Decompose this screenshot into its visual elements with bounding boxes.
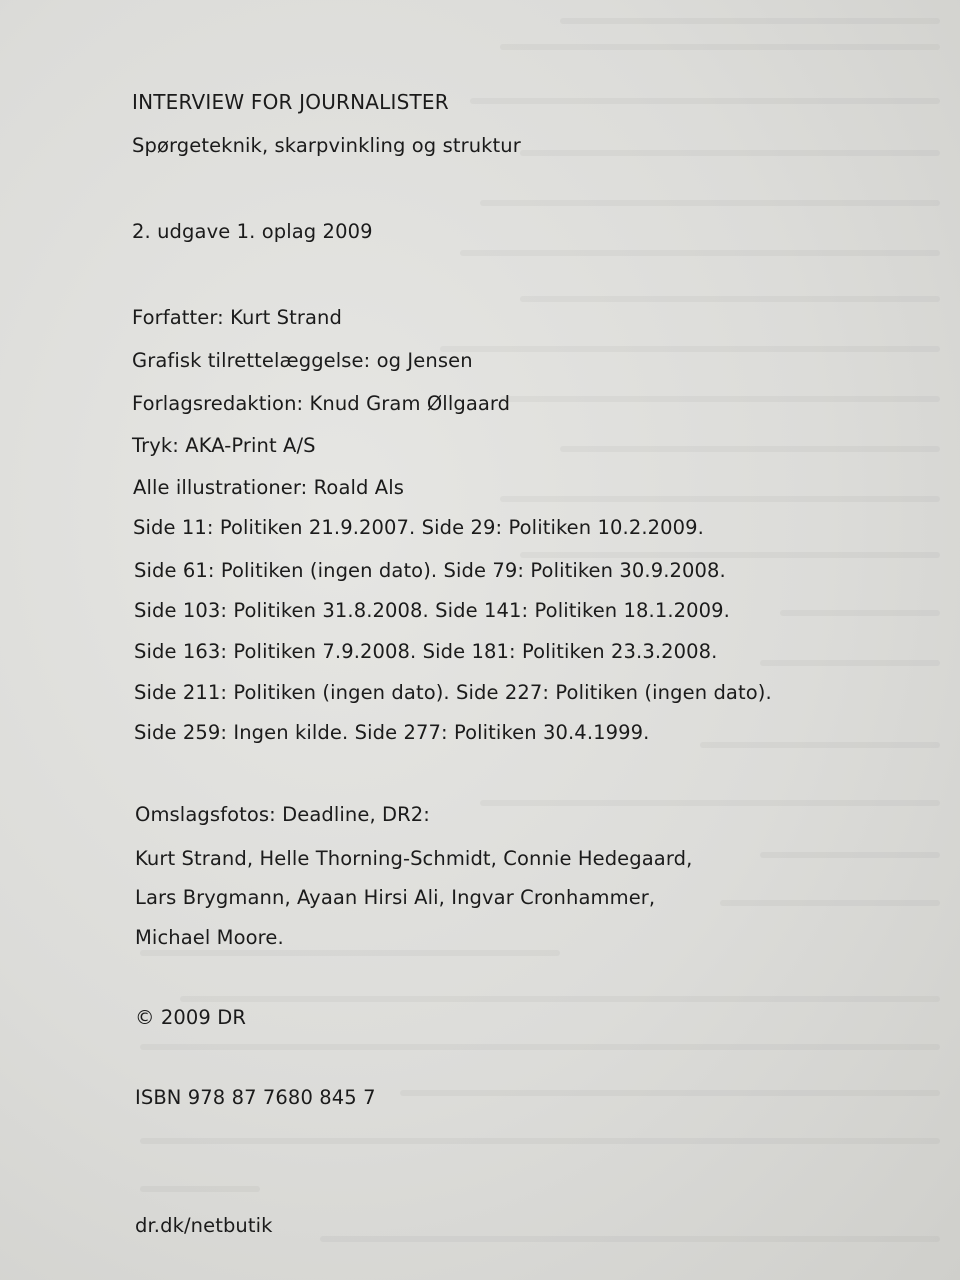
cover-photos-heading: Omslagsfotos: Deadline, DR2: (135, 803, 430, 826)
illustration-source-line: Side 259: Ingen kilde. Side 277: Politiken 30.4.1999. (134, 721, 650, 744)
illustration-source-line: Side 11: Politiken 21.9.2007. Side 29: Politiken 10.2.2009. (133, 516, 704, 539)
illustration-source-line: Side 163: Politiken 7.9.2008. Side 181: Politiken 23.3.2008. (134, 640, 718, 663)
cover-photos-line: Lars Brygmann, Ayaan Hirsi Ali, Ingvar Cronhammer, (135, 886, 656, 909)
cover-photos-line: Michael Moore. (135, 926, 284, 949)
website-url: dr.dk/netbutik (135, 1214, 273, 1237)
illustration-source-line: Side 103: Politiken 31.8.2008. Side 141: Politiken 18.1.2009. (134, 599, 730, 622)
edition-info: 2. udgave 1. oplag 2009 (132, 220, 373, 243)
credit-illustrations: Alle illustrationer: Roald Als (133, 476, 405, 499)
illustration-source-line: Side 211: Politiken (ingen dato). Side 227: Politiken (ingen dato). (134, 681, 772, 704)
credit-print: Tryk: AKA-Print A/S (132, 434, 316, 457)
book-subtitle: Spørgeteknik, skarpvinkling og struktur (132, 134, 521, 157)
illustration-source-line: Side 61: Politiken (ingen dato). Side 79: Politiken 30.9.2008. (134, 559, 726, 582)
credit-editor: Forlagsredaktion: Knud Gram Øllgaard (132, 392, 511, 415)
book-title: INTERVIEW FOR JOURNALISTER (132, 90, 449, 114)
credit-author: Forfatter: Kurt Strand (132, 306, 342, 329)
isbn: ISBN 978 87 7680 845 7 (135, 1086, 376, 1109)
cover-photos-line: Kurt Strand, Helle Thorning-Schmidt, Connie Hedegaard, (135, 847, 693, 870)
credit-design: Grafisk tilrettelæggelse: og Jensen (132, 349, 473, 372)
copyright-notice: © 2009 DR (135, 1006, 246, 1029)
